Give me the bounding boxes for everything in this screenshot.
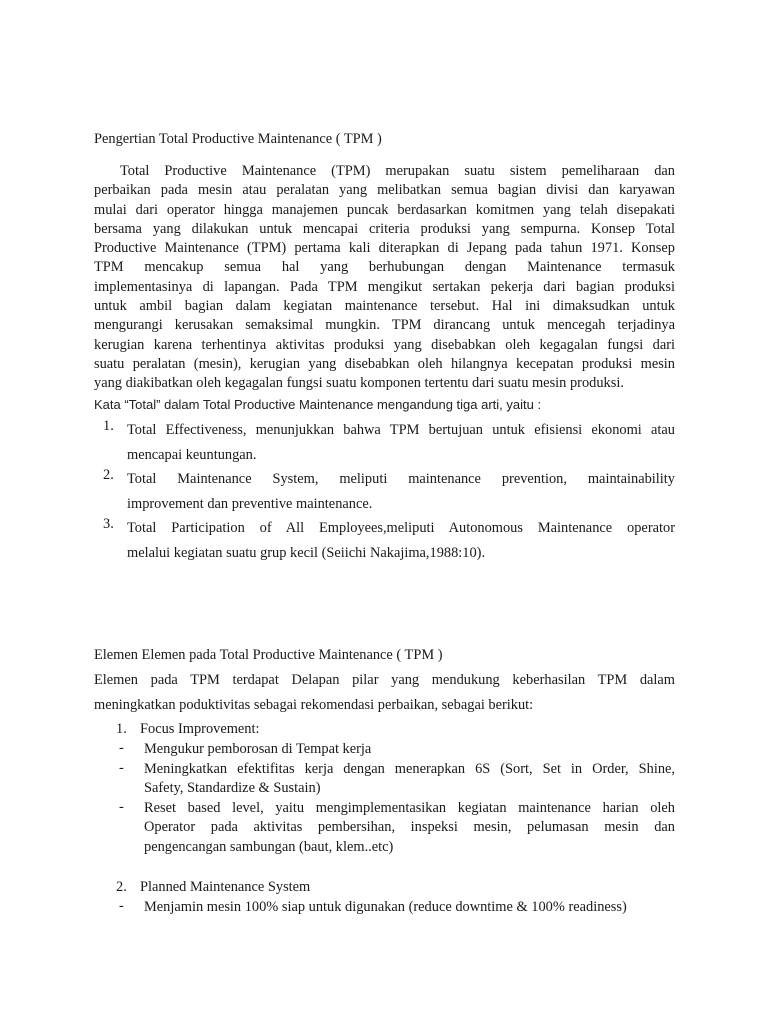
pillar-2-title (116, 878, 310, 898)
bullet-dash: - (119, 898, 124, 914)
list-item-line: Total Maintenance System, meliputi maintenance prevention, maintainability (127, 471, 675, 487)
paragraph-line: mengurangi kerusakan semaksimal mungkin. TPM dirancang untuk mencegah terjadinya (94, 317, 675, 334)
list-item-line: mencapai keuntungan. (127, 446, 257, 463)
list-number: 3. (103, 516, 114, 532)
intro-line: Elemen pada TPM terdapat Delapan pilar yang mendukung keberhasilan TPM dalam (94, 672, 675, 688)
paragraph-line: mulai dari operator hingga manajemen puncak berdasarkan komitmen yang telah disepakati (94, 201, 675, 218)
paragraph-line: yang diakibatkan oleh kegagalan fungsi suatu komponen tertentu dari suatu mesin produksi. (94, 375, 624, 392)
paragraph-line: bersama yang dilakukan untuk mencapai criteria produksi yang sempurna. Konsep Total (94, 220, 675, 237)
bullet-dash: - (119, 798, 124, 815)
paragraph-line: untuk ambil bagian dalam kegiatan maintenance tersebut. Hal ini dimaksudkan untuk (94, 298, 675, 315)
list-item-line: Total Participation of All Employees,meliputi Autonomous Maintenance operator (127, 520, 675, 536)
bullet-line: pengencangan sambungan (baut, klem..etc) (144, 838, 394, 855)
kata-total-line: Kata “Total” dalam Total Productive Maintenance mengandung tiga arti, yaitu : (94, 397, 542, 412)
bullet-line: Menjamin mesin 100% siap untuk digunakan (reduce downtime & 100% readiness) (144, 899, 627, 915)
paragraph-line: implementasinya di lapangan. Pada TPM mengikut sertakan pekerja dari bagian produksi (94, 278, 675, 295)
paragraph-line: TPM mencakup semua hal yang berhubungan dengan Maintenance termasuk (94, 259, 675, 276)
bullet-line: Mengukur pemborosan di Tempat kerja (144, 741, 372, 757)
bullet-item (116, 898, 675, 918)
intro-line: meningkatkan poduktivitas sebagai rekomendasi perbaikan, sebagai berikut: (94, 696, 534, 713)
bullet-dash: - (119, 740, 124, 756)
list-item (94, 516, 675, 565)
paragraph-line: Total Productive Maintenance (TPM) merupakan suatu sistem pemeliharaan dan (120, 163, 675, 179)
bullet-line: Operator pada aktivitas pembersihan, inspeksi mesin, pelumasan mesin dan (144, 819, 675, 835)
section2-heading: Elemen Elemen pada Total Productive Maintenance ( TPM ) (94, 647, 443, 663)
paragraph-line: kerugian karena terhentinya aktivitas produksi yang disebabkan oleh kegagalan fungsi dari (94, 336, 675, 353)
bullet-item (116, 799, 675, 858)
paragraph-line: suatu peralatan (mesin), kerugian yang disebabkan oleh hilangnya kecepatan produksi mesin (94, 355, 675, 372)
pillar-title: Focus Improvement: (140, 721, 260, 737)
list-item-line: melalui kegiatan suatu grup kecil (Seiichi Nakajima,1988:10). (127, 544, 486, 561)
list-number: 1. (103, 418, 114, 434)
three-meanings-list (94, 418, 675, 565)
list-number: 2. (103, 467, 114, 483)
bullet-line: Safety, Standardize & Sustain) (144, 780, 321, 796)
bullet-line: Meningkatkan efektifitas kerja dengan menerapkan 6S (Sort, Set in Order, Shine, (144, 760, 675, 777)
pillar-number: 1. (116, 721, 127, 737)
section2-intro (94, 668, 675, 717)
pillar-title: Planned Maintenance System (140, 879, 311, 895)
pillar-number: 2. (116, 879, 127, 895)
list-item (94, 418, 675, 467)
list-item (94, 467, 675, 516)
bullet-dash: - (119, 759, 124, 776)
bullet-line: Reset based level, yaitu mengimplementasikan kegiatan maintenance harian oleh (144, 799, 675, 816)
list-item-line: Total Effectiveness, menunjukkan bahwa TPM bertujuan untuk efisiensi ekonomi atau (127, 422, 675, 438)
paragraph-line: Productive Maintenance (TPM) pertama kali diterapkan di Jepang pada tahun 1971. Konsep (94, 240, 675, 257)
paragraph-line: perbaikan pada mesin atau peralatan yang melibatkan semua bagian divisi dan karyawan (94, 182, 675, 199)
section1-paragraph (94, 162, 675, 394)
section1-heading: Pengertian Total Productive Maintenance ( TPM ) (94, 131, 382, 147)
bullet-item (116, 740, 675, 760)
list-item-line: improvement dan preventive maintenance. (127, 495, 373, 512)
pillar-1-title (116, 720, 260, 740)
bullet-item (116, 760, 675, 799)
pillar-1-bullets (116, 740, 675, 857)
pillar-2-bullets (116, 898, 675, 918)
